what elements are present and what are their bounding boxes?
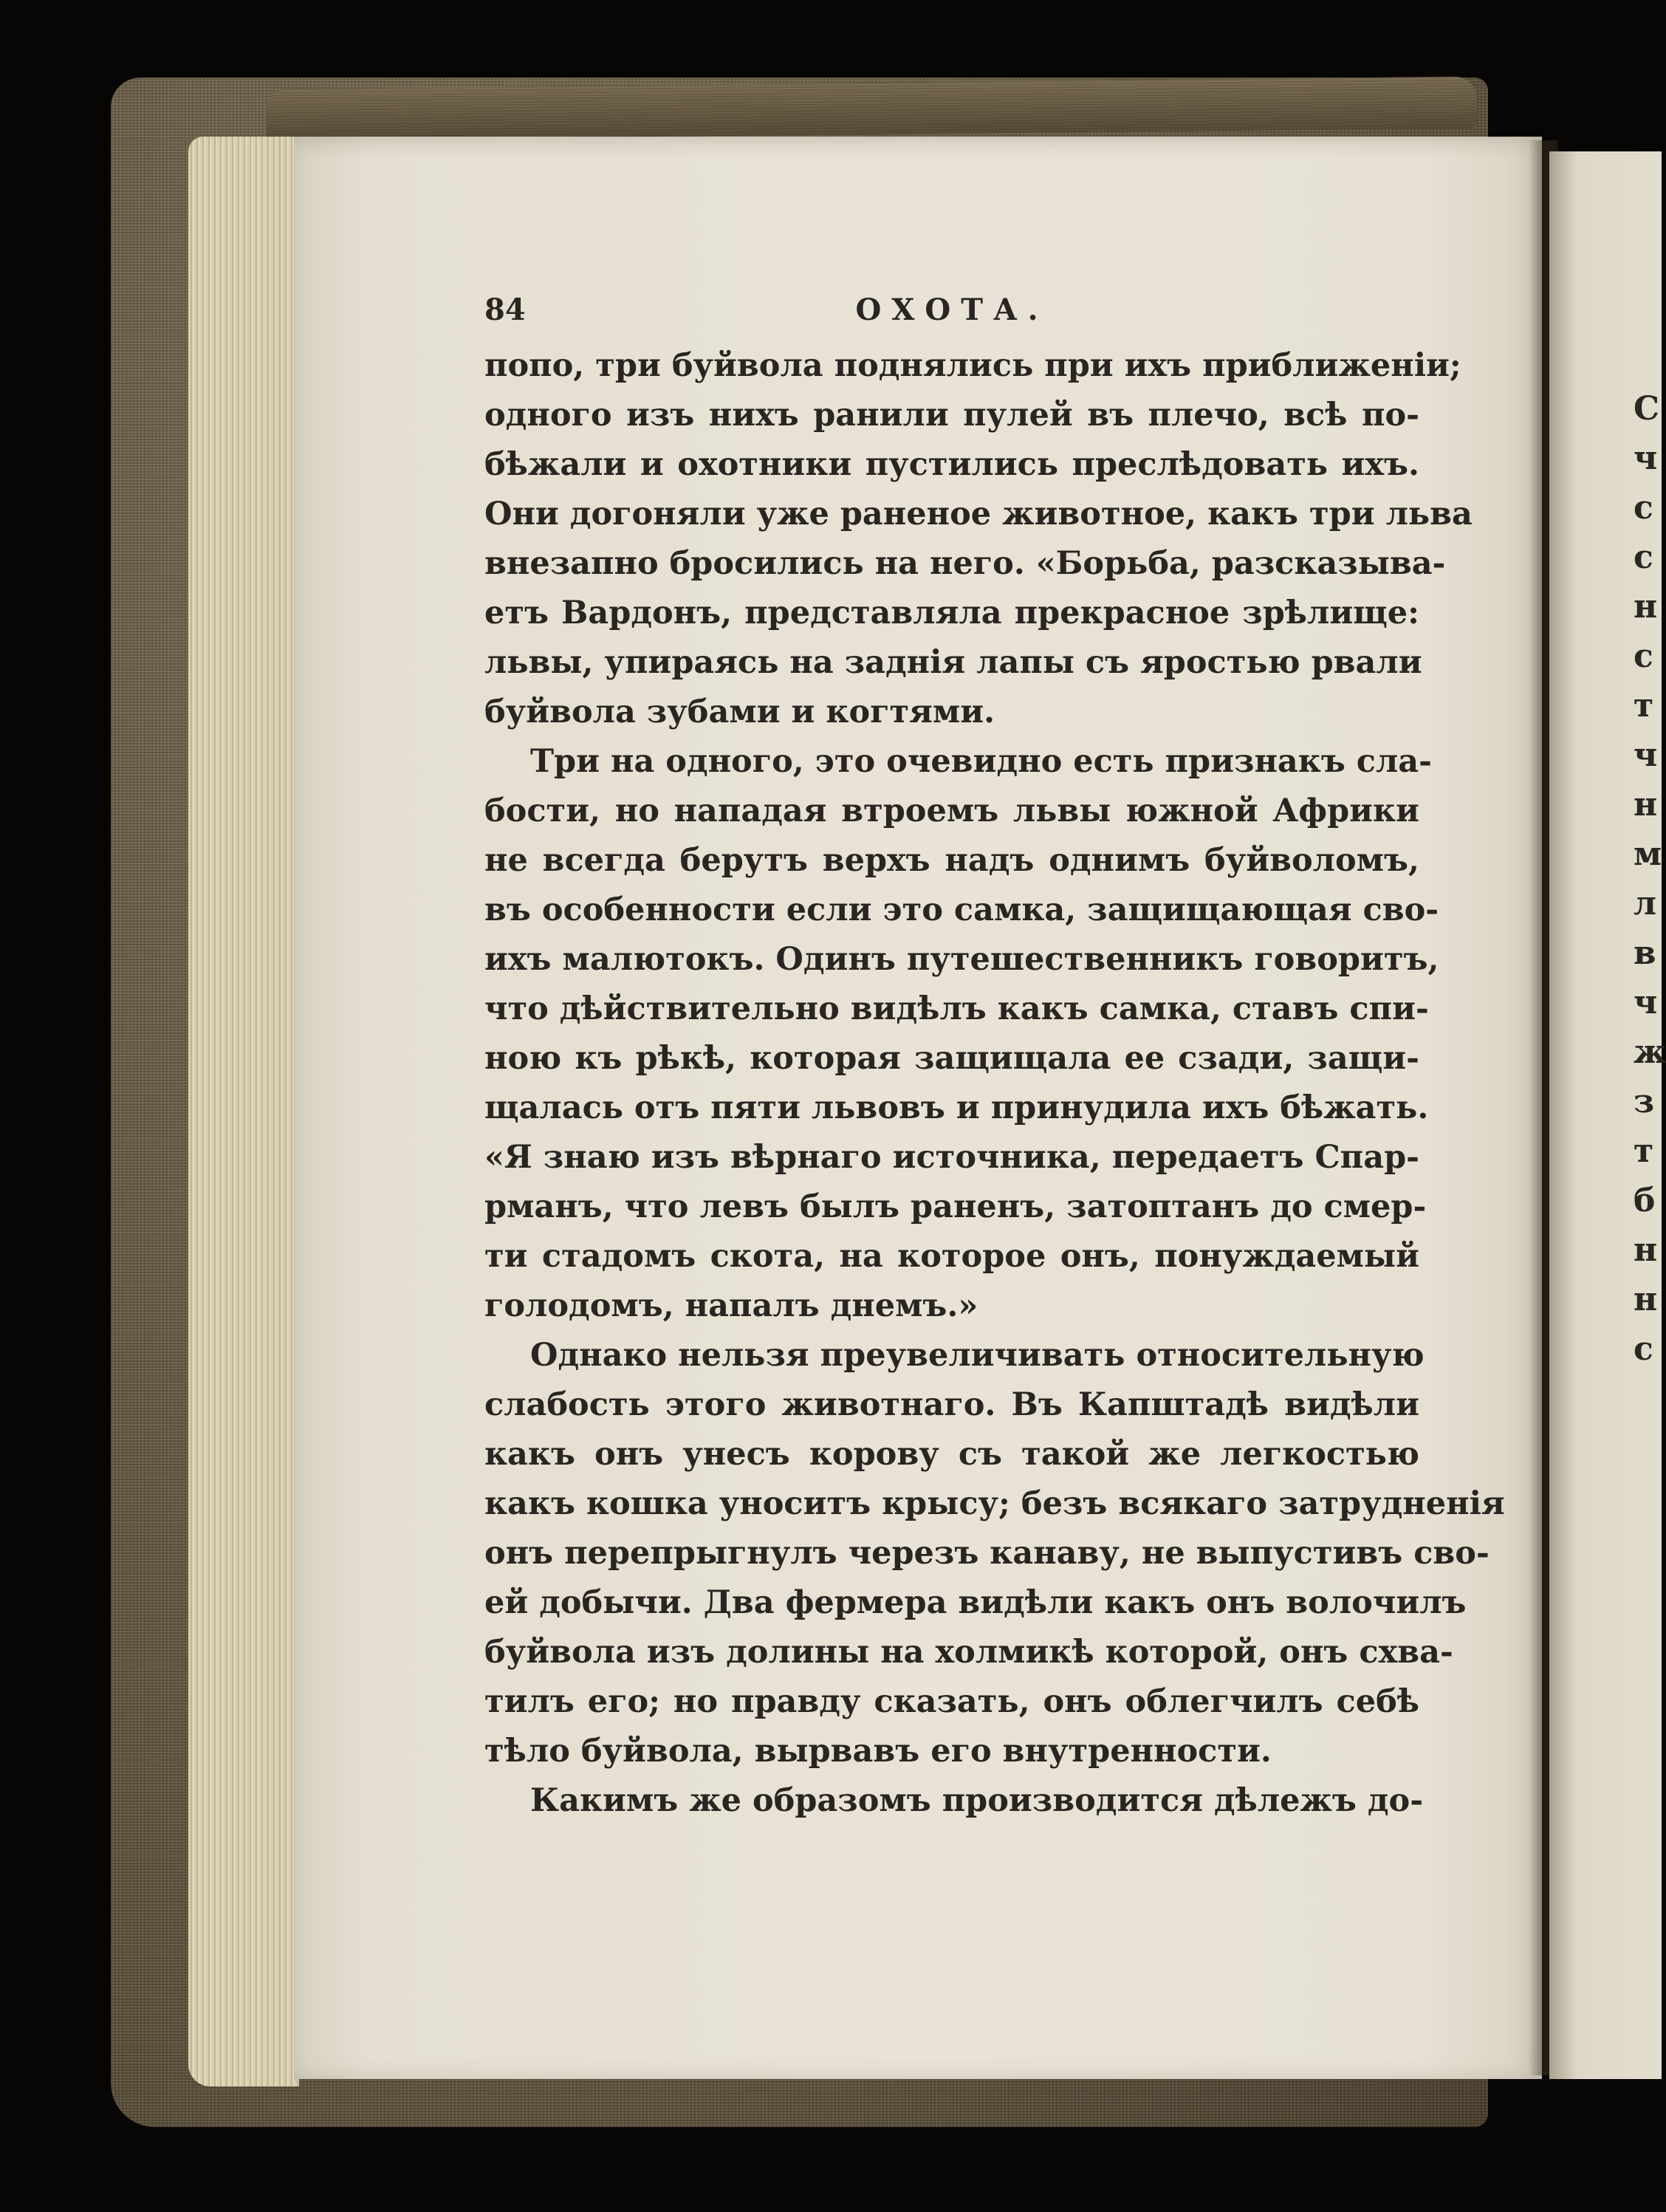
page-block-edges [188, 137, 299, 2086]
text-line: «Я знаю изъ вѣрнаго источника, передаетъ Спар- [484, 1139, 1419, 1176]
facing-page-letter: т [1634, 1132, 1654, 1170]
facing-page-letter: ч [1634, 439, 1658, 477]
facing-page-letter: в [1634, 934, 1656, 972]
facing-page-letter: з [1634, 1083, 1655, 1120]
facing-page-letter: с [1634, 637, 1653, 675]
facing-page-letter: л [1634, 885, 1657, 922]
text-line: одного изъ нихъ ранили пулей въ плечо, всѣ по- [484, 397, 1419, 434]
text-line: слабость этого животнаго. Въ Капштадѣ видѣли [484, 1386, 1419, 1423]
facing-page-letter: с [1634, 538, 1653, 576]
facing-page-letter: С [1634, 390, 1660, 428]
text-line: Однако нельзя преувеличивать относительную [530, 1337, 1425, 1374]
text-line: рманъ, что левъ былъ раненъ, затоптанъ до смер- [484, 1188, 1427, 1225]
text-line: ти стадомъ скота, на которое онъ, понуждаемый [484, 1238, 1419, 1275]
facing-page-letter: н [1634, 1281, 1658, 1318]
page-header [484, 288, 1419, 332]
text-line: голодомъ, напалъ днемъ.» [484, 1287, 978, 1324]
text-line: попо, три буйвола поднялись при ихъ приближеніи; [484, 347, 1461, 384]
facing-page-letter: т [1634, 687, 1654, 725]
text-line: Три на одного, это очевидно есть признакъ сла- [530, 743, 1433, 780]
text-line: буйвола зубами и когтями. [484, 694, 995, 730]
text-line: бости, но нападая втроемъ львы южной Африки [484, 792, 1419, 829]
facing-page-letter: с [1634, 1330, 1653, 1368]
page-body [484, 341, 1505, 1826]
text-line: что дѣйствительно видѣлъ какъ самка, ставъ спи- [484, 990, 1429, 1027]
text-line: ей добычи. Два фермера видѣли какъ онъ волочилъ [484, 1584, 1467, 1621]
page-text-block [484, 288, 1505, 1826]
text-line: тѣло буйвола, вырвавъ его внутренности. [484, 1733, 1272, 1770]
text-line: ною къ рѣкѣ, которая защищала ее сзади, защи- [484, 1040, 1419, 1077]
facing-page-letter: м [1634, 835, 1662, 873]
facing-page-letter: б [1634, 1182, 1656, 1219]
facing-page-letter: ж [1634, 1033, 1666, 1071]
text-line: львы, упираясь на заднія лапы съ яростью рвали [484, 644, 1422, 681]
text-line: не всегда берутъ верхъ надъ однимъ буйволомъ, [484, 842, 1419, 879]
facing-page-letters [1634, 384, 1666, 1374]
facing-page-letter: н [1634, 1231, 1658, 1269]
text-line: въ особенности если это самка, защищающая сво- [484, 891, 1439, 928]
facing-page-letter: н [1634, 786, 1658, 823]
text-line: Какимъ же образомъ производится дѣлежъ до- [530, 1782, 1424, 1819]
text-line: буйвола изъ долины на холмикѣ которой, онъ схва- [484, 1634, 1453, 1671]
facing-page-letter: ч [1634, 736, 1658, 774]
text-line: ихъ малютокъ. Одинъ путешественникъ говоритъ, [484, 941, 1439, 978]
facing-page-letter: с [1634, 489, 1653, 527]
text-line: какъ кошка уноситъ крысу; безъ всякаго затрудненія [484, 1485, 1505, 1522]
page-number: 84 [484, 292, 526, 327]
text-line: щалась отъ пяти львовъ и принудила ихъ бѣжать. [484, 1089, 1429, 1126]
running-title: ОХОТА. [855, 292, 1049, 327]
facing-page-letter: н [1634, 588, 1658, 626]
text-line: онъ перепрыгнулъ черезъ канаву, не выпустивъ сво- [484, 1535, 1490, 1572]
text-line: тилъ его; но правду сказать, онъ облегчилъ себѣ [484, 1683, 1419, 1720]
text-line: бѣжали и охотники пустились преслѣдовать ихъ. [484, 446, 1419, 483]
text-line: етъ Вардонъ, представляла прекрасное зрѣлище: [484, 595, 1419, 631]
text-line: внезапно бросились на него. «Борьба, разсказыва- [484, 545, 1446, 582]
text-line: Они догоняли уже раненое животное, какъ три льва [484, 496, 1473, 533]
text-line: какъ онъ унесъ корову съ такой же легкостью [484, 1436, 1419, 1473]
facing-page-letter: ч [1634, 984, 1658, 1021]
